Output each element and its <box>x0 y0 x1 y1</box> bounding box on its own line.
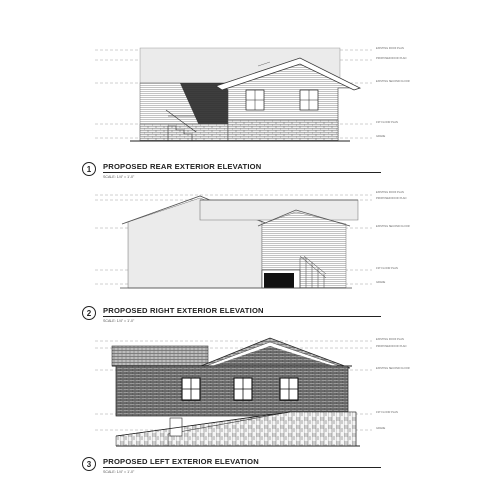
view-title-block-right <box>82 306 382 336</box>
svg-text:1ST FLOOR PLAN: 1ST FLOOR PLAN <box>376 267 398 270</box>
view-scale: SCALE: 1/4" = 1'-0" <box>103 319 135 323</box>
title-underline <box>103 316 381 317</box>
rear-elevation-drawing <box>95 48 372 141</box>
svg-text:PROPOSED ROOF PLAN: PROPOSED ROOF PLAN <box>376 197 407 200</box>
svg-text:PROPOSED ROOF PLAN: PROPOSED ROOF PLAN <box>376 345 407 348</box>
title-underline <box>103 172 381 173</box>
svg-text:EXISTING SECOND FLOOR: EXISTING SECOND FLOOR <box>376 225 410 228</box>
view-title-block-left <box>82 457 382 487</box>
svg-text:GRADE: GRADE <box>376 281 386 284</box>
svg-text:EXISTING SECOND FLOOR: EXISTING SECOND FLOOR <box>376 80 410 83</box>
level-tags-view2 <box>376 190 410 284</box>
level-tags-view3 <box>376 337 410 430</box>
view-title: PROPOSED REAR EXTERIOR ELEVATION <box>103 162 262 171</box>
svg-text:1ST FLOOR PLAN: 1ST FLOOR PLAN <box>376 121 398 124</box>
view-scale: SCALE: 1/4" = 1'-0" <box>103 470 135 474</box>
left-elevation-drawing <box>95 338 372 446</box>
svg-text:1ST FLOOR PLAN: 1ST FLOOR PLAN <box>376 411 398 414</box>
svg-text:EXISTING ROOF PLAN: EXISTING ROOF PLAN <box>376 191 404 194</box>
title-underline <box>103 467 381 468</box>
view-scale: SCALE: 1/4" = 1'-0" <box>103 175 135 179</box>
svg-text:EXISTING ROOF PLAN: EXISTING ROOF PLAN <box>376 338 404 341</box>
view-title: PROPOSED LEFT EXTERIOR ELEVATION <box>103 457 259 466</box>
svg-text:PROPOSED ROOF PLAN: PROPOSED ROOF PLAN <box>376 57 407 60</box>
svg-text:EXISTING ROOF PLAN: EXISTING ROOF PLAN <box>376 47 404 50</box>
svg-text:GRADE: GRADE <box>376 427 386 430</box>
svg-text:EXISTING SECOND FLOOR: EXISTING SECOND FLOOR <box>376 367 410 370</box>
level-tags-view1 <box>376 46 410 138</box>
svg-text:GRADE: GRADE <box>376 135 386 138</box>
right-elevation-drawing <box>95 195 372 288</box>
view-number-badge: 3 <box>82 457 96 471</box>
view-number-badge: 2 <box>82 306 96 320</box>
view-number-badge: 1 <box>82 162 96 176</box>
view-title-block-rear <box>82 162 382 192</box>
view-title: PROPOSED RIGHT EXTERIOR ELEVATION <box>103 306 264 315</box>
